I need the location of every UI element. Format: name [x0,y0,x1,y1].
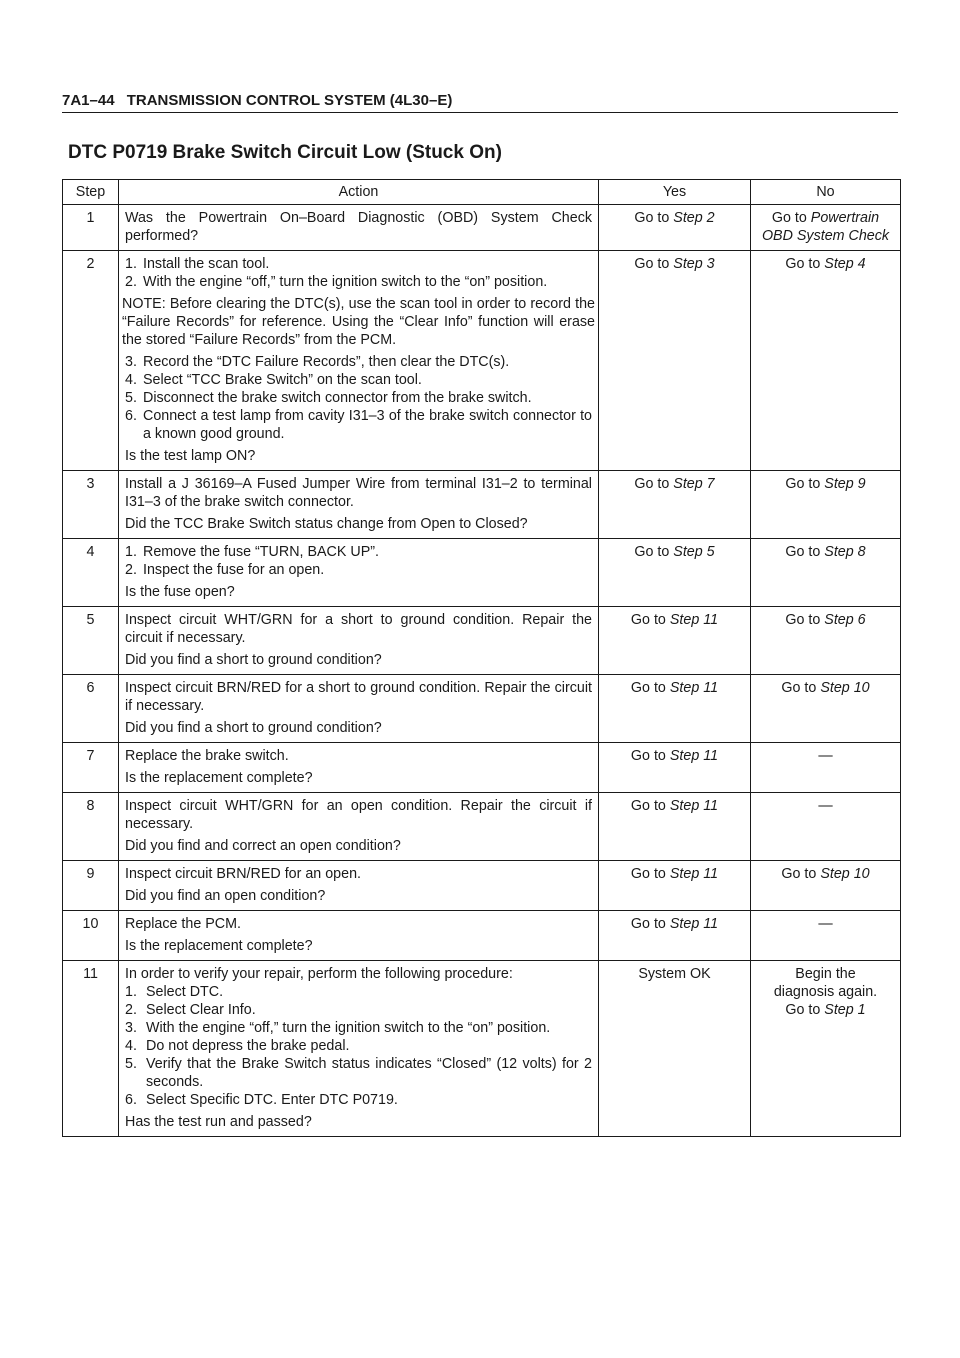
list-number: 4. [125,1038,137,1054]
table-row [63,251,901,471]
list-number: 1. [125,256,137,272]
list-item [125,371,592,389]
table-row [63,743,901,793]
system-ok-text: System OK [638,966,711,982]
list-number: 2. [125,274,137,290]
no-action-dash: — [818,916,833,932]
action-cell [119,251,599,471]
action-text: Replace the PCM. [125,916,242,932]
yes-cell [599,539,751,607]
go-to-label: Go to [630,866,666,882]
go-to-label: Go to [785,544,821,560]
action-cell [119,861,599,911]
no-cell [751,205,901,251]
list-item [125,389,592,407]
step-number: 2 [63,251,119,471]
no-step-link[interactable]: Step 1 [824,1002,866,1018]
step-number: 5 [63,607,119,675]
go-to-label: Go to [634,256,670,272]
question-text: Is the test lamp ON? [125,448,256,464]
list-text: Disconnect the brake switch connector from the brake switch. [143,390,532,406]
list-text: With the engine “off,” turn the ignition switch to the “on” position. [146,1020,551,1036]
action-list [125,255,592,291]
go-to-label: Go to [630,680,666,696]
yes-cell [599,911,751,961]
yes-step-link[interactable]: Step 7 [673,476,715,492]
list-item [125,353,592,371]
action-cell [119,743,599,793]
yes-step-link[interactable]: Step 11 [669,748,719,764]
action-cell [119,607,599,675]
list-text: Verify that the Brake Switch status indicates “Closed” (12 volts) for 2 seconds. [146,1056,592,1090]
list-text: Connect a test lamp from cavity I31–3 of the brake switch connector to a known good ground. [143,408,592,442]
action-cell [119,539,599,607]
table-row [63,205,901,251]
table-row [63,539,901,607]
action-list [125,543,592,579]
action-text: Inspect circuit WHT/GRN for an open condition. Repair the circuit if necessary. [125,798,592,832]
go-to-label: Go to [634,544,670,560]
no-action-dash: — [818,748,833,764]
table-row [63,607,901,675]
column-header-no: No [751,180,901,205]
list-text: Record the “DTC Failure Records”, then clear the DTC(s). [143,354,510,370]
question-text: Did you find and correct an open condition? [125,838,401,854]
go-to-label: Go to [785,612,821,628]
go-to-label: Go to [785,476,821,492]
list-text: Install the scan tool. [143,256,270,272]
action-text: Was the Powertrain On–Board Diagnostic (OBD) System Check performed? [125,210,592,244]
go-to-label: Go to [634,210,670,226]
no-cell [751,961,901,1137]
no-step-link[interactable]: Step 10 [820,866,870,882]
no-step-link[interactable]: Step 8 [824,544,866,560]
go-to-label: Go to [785,1002,821,1018]
restart-text-line1: Begin the [795,966,856,982]
restart-go-to [757,1001,894,1019]
diagnostic-steps-table [62,179,901,1137]
list-number: 5. [125,1056,137,1072]
list-number: 6. [125,408,137,424]
no-cell [751,675,901,743]
table-row [63,861,901,911]
action-cell [119,961,599,1137]
action-cell [119,471,599,539]
list-number: 3. [125,354,137,370]
no-step-link[interactable]: Step 10 [820,680,870,696]
no-cell [751,539,901,607]
list-number: 6. [125,1092,137,1108]
table-row [63,675,901,743]
list-text: Select Specific DTC. Enter DTC P0719. [146,1092,398,1108]
yes-cell [599,675,751,743]
step-number: 6 [63,675,119,743]
yes-cell [599,471,751,539]
yes-step-link[interactable]: Step 2 [673,210,715,226]
no-cell [751,251,901,471]
list-item [125,273,592,291]
question-text: Is the fuse open? [125,584,235,600]
list-item [125,1019,592,1037]
no-cell [751,861,901,911]
column-header-yes: Yes [599,180,751,205]
list-text: Select DTC. [146,984,224,1000]
question-text: Did you find a short to ground condition? [125,720,382,736]
list-text: Inspect the fuse for an open. [143,562,325,578]
list-number: 5. [125,390,137,406]
question-text: Did you find a short to ground condition? [125,652,382,668]
list-number: 1. [125,544,137,560]
action-cell [119,675,599,743]
list-item [125,1037,592,1055]
no-step-link[interactable]: Step 6 [824,612,866,628]
action-cell [119,793,599,861]
no-cell [751,793,901,861]
list-number: 4. [125,372,137,388]
step-number: 10 [63,911,119,961]
step-number: 3 [63,471,119,539]
no-action-dash: — [818,798,833,814]
list-text: Select Clear Info. [146,1002,256,1018]
table-row [63,961,901,1137]
list-text: With the engine “off,” turn the ignition switch to the “on” position. [143,274,548,290]
yes-cell [599,607,751,675]
action-cell [119,911,599,961]
list-text: Remove the fuse “TURN, BACK UP”. [143,544,379,560]
yes-step-link[interactable]: Step 5 [673,544,715,560]
step-number: 4 [63,539,119,607]
go-to-label: Go to [771,210,807,226]
action-text: Inspect circuit BRN/RED for a short to ground condition. Repair the circuit if necessary. [125,680,592,714]
go-to-label: Go to [634,476,670,492]
yes-step-link[interactable]: Step 3 [673,256,715,272]
restart-text-line2: diagnosis again. [773,984,878,1000]
list-item [125,543,592,561]
yes-step-link[interactable]: Step 11 [669,680,719,696]
table-row [63,911,901,961]
yes-cell [599,205,751,251]
table-row [63,793,901,861]
no-step-link[interactable]: Powertrain OBD System Check [761,210,890,244]
action-text: Inspect circuit BRN/RED for an open. [125,866,361,882]
no-step-link[interactable]: Step 9 [824,476,866,492]
question-text: Did you find an open condition? [125,888,326,904]
yes-step-link[interactable]: Step 11 [669,612,719,628]
action-list [125,983,592,1109]
table-header-row [63,180,901,205]
question-text: Has the test run and passed? [125,1114,312,1130]
yes-step-link[interactable]: Step 11 [669,798,719,814]
action-list [125,353,592,443]
yes-cell [599,743,751,793]
document-title: DTC P0719 Brake Switch Circuit Low (Stuck On) [68,142,502,163]
no-cell [751,911,901,961]
list-item [125,407,592,443]
table-row [63,471,901,539]
step-number: 11 [63,961,119,1137]
action-cell [119,205,599,251]
section-title: TRANSMISSION CONTROL SYSTEM (4L30–E) [126,92,453,109]
go-to-label: Go to [785,256,821,272]
question-text: Did the TCC Brake Switch status change from Open to Closed? [125,516,528,532]
go-to-label: Go to [630,916,666,932]
action-text: Inspect circuit WHT/GRN for a short to ground condition. Repair the circuit if necessary. [125,612,592,646]
list-number: 1. [125,984,137,1000]
no-step-link[interactable]: Step 4 [824,256,866,272]
yes-step-link[interactable]: Step 11 [669,866,719,882]
no-cell [751,471,901,539]
go-to-label: Go to [781,680,817,696]
page-code: 7A1–44 [62,92,115,109]
go-to-label: Go to [630,798,666,814]
page-header [62,92,898,113]
list-item [125,983,592,1001]
list-number: 2. [125,562,137,578]
go-to-label: Go to [630,748,666,764]
list-number: 3. [125,1020,137,1036]
list-text: Do not depress the brake pedal. [146,1038,350,1054]
yes-cell [599,793,751,861]
question-text: Is the replacement complete? [125,770,313,786]
list-number: 2. [125,1002,137,1018]
step-number: 1 [63,205,119,251]
step-number: 9 [63,861,119,911]
list-item [125,561,592,579]
action-text: Replace the brake switch. [125,748,289,764]
action-text: Install a J 36169–A Fused Jumper Wire from terminal I31–2 to terminal I31–3 of the brake switch connector. [125,476,592,510]
yes-cell [599,251,751,471]
note-text: NOTE: Before clearing the DTC(s), use the scan tool in order to record the “Failure Records” for reference. Using the “Clear Info” function will erase the stored “Failure Records” from the PCM. [122,296,595,348]
list-text: Select “TCC Brake Switch” on the scan tool. [143,372,422,388]
list-item [125,1091,592,1109]
list-item [125,255,592,273]
no-cell [751,607,901,675]
question-text: Is the replacement complete? [125,938,313,954]
list-item [125,1001,592,1019]
list-item [125,1055,592,1091]
no-cell [751,743,901,793]
column-header-step: Step [63,180,119,205]
go-to-label: Go to [630,612,666,628]
yes-cell [599,861,751,911]
step-number: 8 [63,793,119,861]
yes-step-link[interactable]: Step 11 [669,916,719,932]
step-number: 7 [63,743,119,793]
column-header-action: Action [119,180,599,205]
action-text: In order to verify your repair, perform the following procedure: [125,966,513,982]
go-to-label: Go to [781,866,817,882]
yes-cell [599,961,751,1137]
